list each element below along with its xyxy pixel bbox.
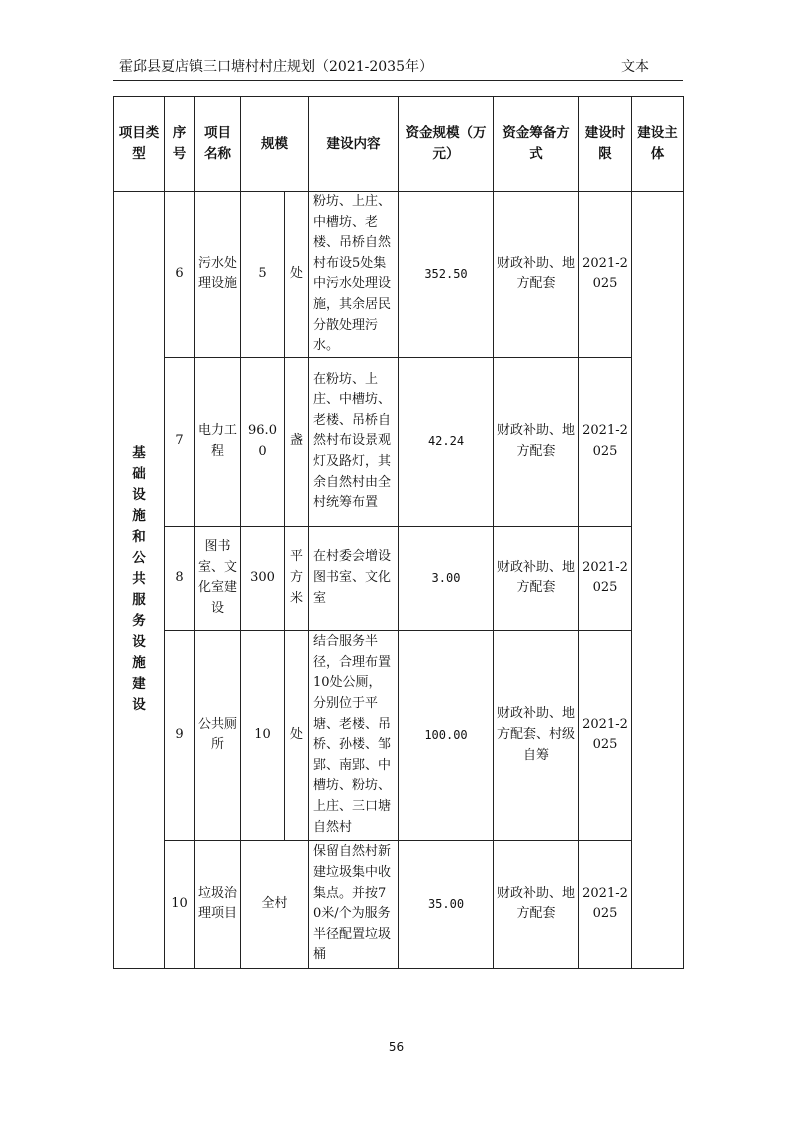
row-index: 7	[165, 357, 195, 526]
category-cell: 基础设施和公共服务设施建设	[114, 192, 165, 969]
table-row	[114, 357, 684, 526]
row-scale-value: 全村	[241, 840, 309, 968]
row-funding-method: 财政补助、地方配套	[494, 192, 579, 358]
row-scale-value: 96.00	[241, 357, 285, 526]
row-period: 2021-2025	[579, 526, 632, 630]
row-funding-method: 财政补助、地方配套	[494, 357, 579, 526]
row-name: 污水处理设施	[195, 192, 241, 358]
row-index: 8	[165, 526, 195, 630]
page-header	[113, 56, 683, 81]
row-name: 公共厕所	[195, 630, 241, 840]
row-scale-unit: 处	[285, 192, 309, 358]
col-header-period: 建设时限	[579, 97, 632, 192]
col-header-name: 项目名称	[195, 97, 241, 192]
row-name: 图书室、文化室建设	[195, 526, 241, 630]
row-name: 电力工程	[195, 357, 241, 526]
row-scale-value: 10	[241, 630, 285, 840]
row-index: 6	[165, 192, 195, 358]
row-content: 保留自然村新建垃圾集中收集点。并按70米/个为服务半径配置垃圾桶	[309, 840, 399, 968]
table-row	[114, 526, 684, 630]
document-title: 霍邱县夏店镇三口塘村村庄规划（2021-2035年）	[119, 59, 433, 75]
row-funding-method: 财政补助、地方配套	[494, 840, 579, 968]
col-header-subject: 建设主体	[632, 97, 684, 192]
col-header-content: 建设内容	[309, 97, 399, 192]
row-index: 9	[165, 630, 195, 840]
row-scale-unit: 盏	[285, 357, 309, 526]
page-number: 56	[388, 1040, 405, 1054]
row-content: 在粉坊、上庄、中槽坊、老楼、吊桥自然村布设景观灯及路灯，其余自然村由全村统筹布置	[309, 357, 399, 526]
row-period: 2021-2025	[579, 630, 632, 840]
row-scale-value: 5	[241, 192, 285, 358]
row-funds: 35.00	[399, 840, 494, 968]
row-subject	[632, 192, 684, 969]
project-table	[113, 96, 684, 969]
row-index: 10	[165, 840, 195, 968]
col-header-scale: 规模	[241, 97, 309, 192]
row-period: 2021-2025	[579, 357, 632, 526]
row-funding-method: 财政补助、地方配套	[494, 526, 579, 630]
table-row	[114, 192, 684, 358]
row-content: 粉坊、上庄、中槽坊、老楼、吊桥自然村布设5处集中污水处理设施，其余居民分散处理污水。	[309, 192, 399, 358]
col-header-funds: 资金规模（万元）	[399, 97, 494, 192]
document-section-tag: 文本	[621, 59, 649, 75]
row-funds: 100.00	[399, 630, 494, 840]
row-period: 2021-2025	[579, 840, 632, 968]
table-row	[114, 840, 684, 968]
table-row	[114, 630, 684, 840]
row-funds: 352.50	[399, 192, 494, 358]
col-header-type: 项目类型	[114, 97, 165, 192]
row-name: 垃圾治理项目	[195, 840, 241, 968]
row-content: 在村委会增设图书室、文化室	[309, 526, 399, 630]
row-funds: 42.24	[399, 357, 494, 526]
col-header-index: 序号	[165, 97, 195, 192]
row-content: 结合服务半径，合理布置10处公厕，分别位于平塘、老楼、吊桥、孙楼、邹郢、南郢、中槽坊、粉坊、上庄、三口塘自然村	[309, 630, 399, 840]
row-scale-value: 300	[241, 526, 285, 630]
table-header-row	[114, 97, 684, 192]
row-funding-method: 财政补助、地方配套、村级自筹	[494, 630, 579, 840]
row-scale-unit: 处	[285, 630, 309, 840]
col-header-funding-method: 资金筹备方式	[494, 97, 579, 192]
row-period: 2021-2025	[579, 192, 632, 358]
row-funds: 3.00	[399, 526, 494, 630]
row-scale-unit: 平方米	[285, 526, 309, 630]
